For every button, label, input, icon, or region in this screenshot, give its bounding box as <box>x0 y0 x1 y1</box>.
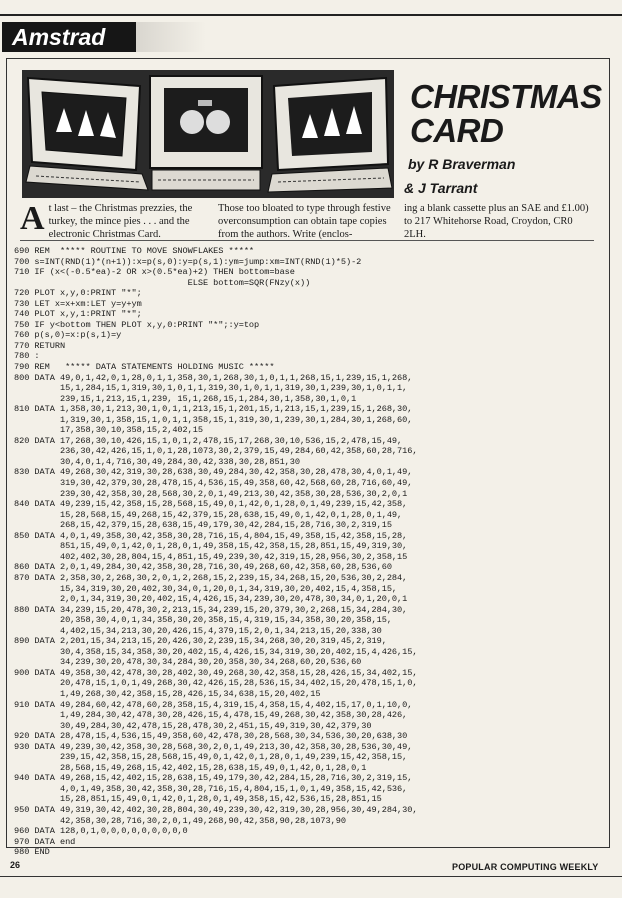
code-line: 20,358,30,4,0,1,34,358,30,20,358,15,4,319,15,34,358,30,20,358,15, <box>14 615 392 626</box>
drop-cap: A <box>20 200 45 237</box>
code-line: 810 DATA 1,358,30,1,213,30,1,0,1,1,213,15,1,201,15,1,213,15,1,239,15,1,268,30, <box>14 404 413 415</box>
monitor-left-icon <box>26 78 148 190</box>
code-line: 17,358,30,10,358,15,2,402,15 <box>14 425 203 436</box>
code-line: 760 p(s,0)=x:p(s,1)=y <box>14 330 122 341</box>
code-line: 30,4,0,1,4,716,30,49,284,30,42,338,30,28,851,30 <box>14 456 300 467</box>
code-line: 34,239,30,20,478,30,34,284,30,20,358,30,34,268,60,20,536,60 <box>14 657 362 668</box>
code-line: 15,34,319,30,20,402,30,34,0,1,20,0,1,34,319,30,20,402,15,4,358,15, <box>14 583 398 594</box>
code-line: 770 RETURN <box>14 340 66 351</box>
code-line: 790 REM ***** DATA STATEMENTS HOLDING MUSIC ***** <box>14 362 275 373</box>
code-line: 830 DATA 49,268,30,42,319,30,28,638,30,49,284,30,42,358,30,28,478,30,4,0,1,49, <box>14 467 413 478</box>
code-line: 850 DATA 4,0,1,49,358,30,42,358,30,28,716,15,4,804,15,49,358,15,42,358,15,28, <box>14 530 408 541</box>
code-line: 750 IF y<bottom THEN PLOT x,y,0:PRINT "*";:y=top <box>14 319 260 330</box>
code-line: 880 DATA 34,239,15,20,478,30,2,213,15,34,239,15,20,379,30,2,268,15,34,284,30, <box>14 604 408 615</box>
bottom-rule <box>0 876 622 877</box>
code-line: 1,49,268,30,42,358,15,28,426,15,34,638,15,20,402,15 <box>14 688 321 699</box>
code-line: 851,15,49,0,1,42,0,1,28,0,1,49,358,15,42,358,15,28,851,15,49,319,30, <box>14 541 408 552</box>
intro-column-2: Those too bloated to type through festive overconsumption can obtain tape copies from the authors. Write (enclos- <box>218 203 391 240</box>
code-line: 710 IF (x<(-0.5*ea)-2 OR x>(0.5*ea)+2) THEN bottom=base <box>14 267 295 278</box>
code-line: 840 DATA 49,239,15,42,358,15,28,568,15,49,0,1,42,0,1,28,0,1,49,239,15,42,358, <box>14 499 408 510</box>
section-tag-fade <box>136 22 206 52</box>
code-line: 940 DATA 49,268,15,42,402,15,28,638,15,49,179,30,42,284,15,28,716,30,2,319,15, <box>14 773 413 784</box>
code-line: 970 DATA end <box>14 836 76 847</box>
christmas-monitors-illustration <box>22 70 394 198</box>
code-line: 720 PLOT x,y,0:PRINT "*"; <box>14 288 142 299</box>
code-line: 890 DATA 2,201,15,34,213,15,20,426,30,2,239,15,34,268,30,20,319,45,2,319, <box>14 636 387 647</box>
code-line: 920 DATA 28,478,15,4,536,15,49,358,60,42,478,30,28,568,30,34,536,30,20,638,30 <box>14 731 408 742</box>
intro-column-3: ing a blank cassette plus an SAE and £1.00) to 217 Whitehorse Road, Croydon, CR0 2LH. <box>404 203 589 240</box>
code-line: 960 DATA 128,0,1,0,0,0,0,0,0,0,0,0 <box>14 826 188 837</box>
code-line: 402,402,30,28,804,15,4,851,15,49,239,30,42,319,15,28,956,30,2,358,15 <box>14 551 408 562</box>
code-line: 800 DATA 49,0,1,42,0,1,28,0,1,1,358,30,1,268,30,1,0,1,1,268,15,1,239,15,1,268, <box>14 372 413 383</box>
code-line: ELSE bottom=SQR(FNzy(x)) <box>14 277 311 288</box>
code-line: 740 PLOT x,y,1:PRINT "*"; <box>14 309 142 320</box>
code-line: 42,358,30,28,716,30,2,0,1,49,268,90,42,358,90,28,1073,90 <box>14 815 346 826</box>
page-number: 26 <box>10 860 21 870</box>
footer-publication: POPULAR COMPUTING WEEKLY <box>452 862 599 872</box>
basic-listing <box>14 246 600 858</box>
code-line: 30,4,358,15,34,358,30,20,402,15,4,426,15,34,319,30,20,402,15,4,426,15, <box>14 646 418 657</box>
code-line: 780 : <box>14 351 40 362</box>
intro-column-1 <box>20 202 208 241</box>
section-rule <box>20 240 594 241</box>
code-line: 690 REM ***** ROUTINE TO MOVE SNOWFLAKES ***** <box>14 246 255 256</box>
code-line: 268,15,42,379,15,28,638,15,49,179,30,42,284,15,28,716,30,2,319,15 <box>14 520 392 531</box>
byline-1: by R Braverman <box>408 156 516 172</box>
section-tag: Amstrad <box>2 22 136 52</box>
code-line: 239,15,1,213,15,1,239, 15,1,268,15,1,284,30,1,358,30,1,0,1 <box>14 393 357 404</box>
code-line: 28,568,15,49,268,15,42,402,15,28,638,15,49,0,1,42,0,1,28,0,1 <box>14 762 367 773</box>
code-line: 980 END <box>14 847 50 858</box>
article-title <box>410 80 602 148</box>
code-line: 15,28,851,15,49,0,1,42,0,1,28,0,1,49,358,15,42,536,15,28,851,15 <box>14 794 382 805</box>
code-line: 730 LET x=x+xm:LET y=y+ym <box>14 298 142 309</box>
code-line: 930 DATA 49,239,30,42,358,30,28,568,30,2,0,1,49,213,30,42,358,30,28,536,30,49, <box>14 741 413 752</box>
code-line: 700 s=INT(RND(1)*(n+1)):x=p(s,0):y=p(s,1):ym=jump:xm=INT(RND(1)*5)-2 <box>14 256 362 267</box>
code-line: 236,30,42,426,15,1,0,1,28,1073,30,2,379,15,49,284,60,42,358,60,28,716, <box>14 446 418 457</box>
byline-2: & J Tarrant <box>404 180 478 196</box>
code-line: 239,15,42,358,15,28,568,15,49,0,1,42,0,1,28,0,1,49,239,15,42,358,15, <box>14 752 408 763</box>
code-line: 950 DATA 49,319,30,42,402,30,28,804,30,49,239,30,42,319,30,28,956,30,49,284,30, <box>14 804 418 815</box>
code-line: 4,402,15,34,213,30,20,426,15,4,379,15,2,0,1,34,213,15,20,338,30 <box>14 625 382 636</box>
title-line-1: CHRISTMAS <box>410 78 602 115</box>
code-line: 870 DATA 2,358,30,2,268,30,2,0,1,2,268,15,2,239,15,34,268,15,20,536,30,2,284, <box>14 572 408 583</box>
monitor-middle-icon <box>150 76 262 190</box>
code-line: 319,30,42,379,30,28,478,15,4,536,15,49,358,60,42,568,60,28,716,60,49, <box>14 478 413 489</box>
code-line: 4,0,1,49,358,30,42,358,30,28,716,15,4,804,15,1,0,1,49,358,15,42,536, <box>14 783 408 794</box>
code-line: 1,49,284,30,42,478,30,28,426,15,4,478,15,49,268,30,42,358,30,28,426, <box>14 710 408 721</box>
monitor-right-icon <box>268 78 392 192</box>
code-line: 15,28,568,15,49,268,15,42,379,15,28,638,15,49,0,1,42,0,1,28,0,1,49, <box>14 509 403 520</box>
top-rule <box>0 14 622 16</box>
code-line: 1,319,30,1,358,15,1,0,1,1,358,15,1,319,30,1,239,30,1,284,30,1,268,60, <box>14 414 413 425</box>
title-line-2: CARD <box>410 112 504 149</box>
code-line: 820 DATA 17,268,30,10,426,15,1,0,1,2,478,15,17,268,30,10,536,15,2,478,15,49, <box>14 435 403 446</box>
code-line: 30,49,284,30,42,478,15,28,478,30,2,451,15,49,319,30,42,379,30 <box>14 720 372 731</box>
code-line: 2,0,1,34,319,30,20,402,15,4,426,15,34,239,30,20,478,30,34,0,1,20,0,1 <box>14 594 408 605</box>
code-line: 239,30,42,358,30,28,568,30,2,0,1,49,213,30,42,358,30,28,536,30,2,0,1 <box>14 488 408 499</box>
code-line: 20,478,15,1,0,1,49,268,30,42,426,15,28,536,15,34,402,15,20,478,15,1,0, <box>14 678 418 689</box>
code-line: 15,1,284,15,1,319,30,1,0,1,1,319,30,1,0,1,1,319,30,1,239,30,1,0,1,1, <box>14 383 408 394</box>
code-line: 860 DATA 2,0,1,49,284,30,42,358,30,28,716,30,49,268,60,42,358,60,28,536,60 <box>14 562 392 573</box>
code-line: 910 DATA 49,284,60,42,478,60,28,358,15,4,319,15,4,358,15,4,402,15,17,0,1,10,0, <box>14 699 413 710</box>
code-line: 900 DATA 49,358,30,42,478,30,28,402,30,49,268,30,42,358,15,28,426,15,34,402,15, <box>14 667 418 678</box>
intro-text-1: t last – the Christmas prezzies, the turkey, the mince pies . . . and the electronic Christmas Card. <box>48 203 193 240</box>
